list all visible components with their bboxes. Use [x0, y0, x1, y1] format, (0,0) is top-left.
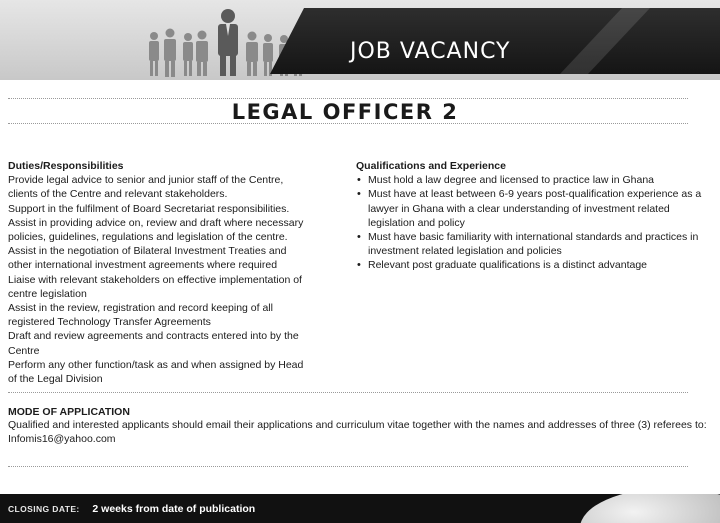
- duties-list: [8, 173, 348, 386]
- application-heading: MODE OF APPLICATION: [8, 406, 130, 418]
- position-title: LEGAL OFFICER 2: [231, 100, 459, 124]
- closing-date: [8, 502, 255, 517]
- duty-line: registered Technology Transfer Agreements: [8, 316, 211, 329]
- dotted-divider: [8, 466, 688, 467]
- duty-line: clients of the Centre and relevant stakeholders.: [8, 188, 228, 201]
- duty-line: other international investment agreements where required: [8, 259, 278, 272]
- qualification-item: • Relevant post graduate qualifications is a distinct advantage: [356, 258, 718, 272]
- duty-line: centre legislation: [8, 287, 87, 300]
- closing-date-label: CLOSING DATE:: [8, 504, 80, 514]
- footer-bar: [0, 494, 720, 523]
- application-section: [8, 405, 714, 446]
- qualification-item: • Must have basic familiarity with international standards and practices in investment related legislation and policies: [356, 230, 718, 258]
- page-title: JOB VACANCY: [350, 39, 511, 64]
- duty-line: Provide legal advice to senior and junior staff of the Centre,: [8, 174, 284, 187]
- qualification-item: • Must have at least between 6-9 years post-qualification experience as a lawyer in Ghana with a clear understanding of investment related legislation and policy: [356, 187, 718, 230]
- duty-line: Assist in the review, registration and record keeping of all: [8, 302, 273, 315]
- duty-line: policies, guidelines, regulations and legislation of the centre.: [8, 231, 288, 244]
- duties-section: [8, 159, 348, 386]
- qualifications-heading: Qualifications and Experience: [356, 160, 506, 172]
- duty-line: of the Legal Division: [8, 373, 103, 386]
- qualifications-section: [356, 159, 718, 273]
- duty-line: Liaise with relevant stakeholders on effective implementation of: [8, 273, 302, 286]
- duty-line: Centre: [8, 344, 40, 357]
- duty-line: Assist in providing advice on, review and draft where necessary: [8, 216, 304, 229]
- qualification-item: • Must hold a law degree and licensed to practice law in Ghana: [356, 173, 718, 187]
- duties-heading: Duties/Responsibilities: [8, 160, 124, 172]
- qualifications-list: [356, 173, 718, 272]
- duty-line: Draft and review agreements and contracts entered into by the: [8, 330, 299, 343]
- duty-line: Perform any other function/task as and when assigned by Head: [8, 358, 304, 371]
- dotted-divider: [8, 123, 688, 124]
- header-banner: [0, 0, 720, 80]
- duty-line: Assist in the negotiation of Bilateral Investment Treaties and: [8, 245, 287, 258]
- closing-date-value: 2 weeks from date of publication: [92, 503, 256, 515]
- duty-line: Support in the fulfilment of Board Secretariat responsibilities.: [8, 202, 290, 215]
- application-text: Qualified and interested applicants should email their applications and curriculum vitae together with the names and addresses of three (3) referees to: Infomis16@yahoo.com: [8, 419, 707, 445]
- footer-decorative-curve: [580, 494, 720, 523]
- dotted-divider: [8, 392, 688, 393]
